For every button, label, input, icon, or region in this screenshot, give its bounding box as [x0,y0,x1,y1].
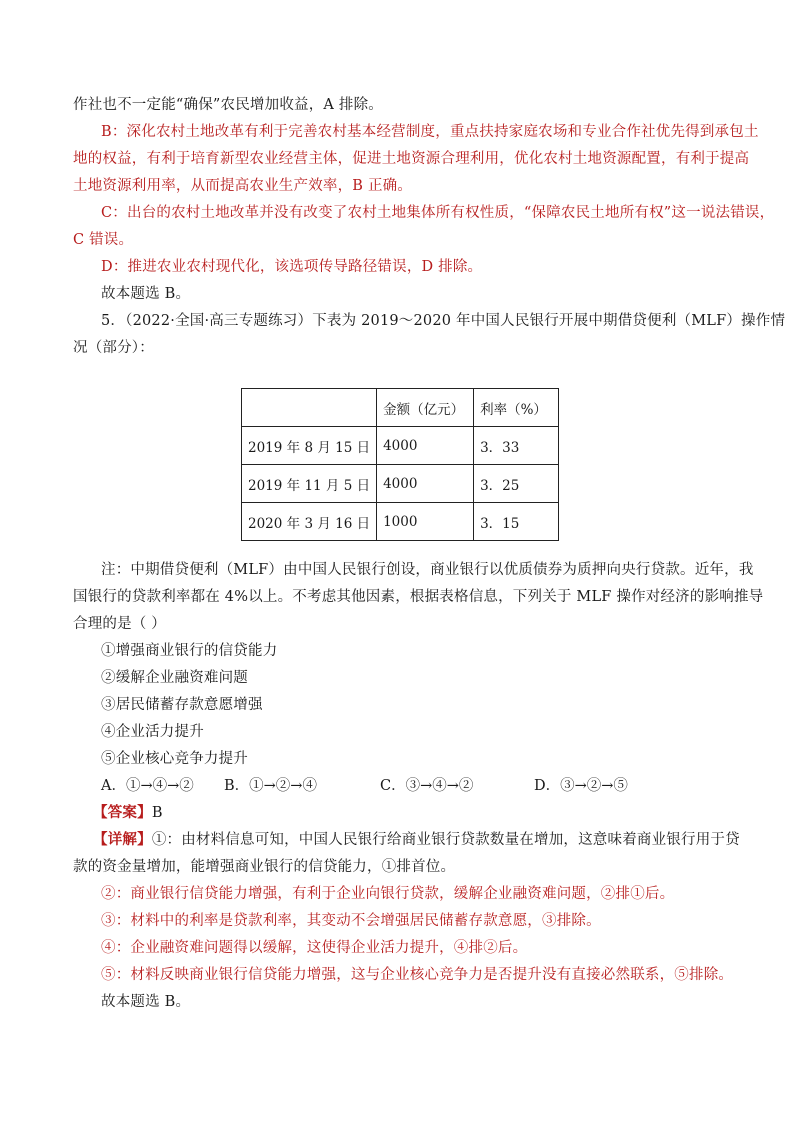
note-text: 合理的是（ ） [73,616,167,632]
list-item: ②缓解企业融资难问题 [101,670,248,686]
table-cell-date: 2020 年 3 月 16 日 [242,503,377,541]
table-cell-rate: 3．25 [474,465,559,503]
option-b-analysis: B：深化农村土地改革有利于完善农村基本经营制度，重点扶持家庭农场和专业合作社优先得到承包土 [101,124,759,140]
text-line: 作社也不一定能“确保”农民增加收益，A 排除。 [73,97,384,113]
note-text: 国银行的贷款利率都在 4%以上。不考虑其他因素，根据表格信息，下列关于 MLF 操作对经济的影响推导 [73,589,764,605]
detail-text: ①：由材料信息可知，中国人民银行给商业银行贷款数量在增加，这意味着商业银行用于贷 [151,832,740,848]
choice-c: C．③→④→② [380,778,474,794]
choice-a: A．①→④→② [101,778,194,794]
text-line: 地的权益，有利于培育新型农业经营主体，促进土地资源合理利用，优化农村土地资源配置，有利于提高 [73,151,750,167]
conclusion: 故本题选 B。 [101,286,191,302]
table-header-cell [242,389,377,427]
detail-tag: 【详解】 [93,831,152,848]
detail-text: ⑤：材料反映商业银行信贷能力增强，这与企业核心竞争力是否提升没有直接必然联系，⑤排除。 [101,967,734,983]
detail-text: 款的资金量增加，能增强商业银行的信贷能力，①排首位。 [73,859,456,875]
answer-line [93,803,163,823]
answer-tag: 【答案】 [93,804,152,821]
option-d-analysis: D：推进农业农村现代化，该选项传导路径错误，D 排除。 [101,259,483,275]
table-cell-date: 2019 年 8 月 15 日 [242,427,377,465]
list-item: ①增强商业银行的信贷能力 [101,643,278,659]
answer-value: B [151,805,163,821]
option-c-analysis: C：出台的农村土地改革并没有改变了农村土地集体所有权性质，“保障农民土地所有权”这一说法错误， [101,205,775,221]
table-cell-amount: 4000 [377,465,474,503]
note-text: 注：中期借贷便利（MLF）由中国人民银行创设，商业银行以优质债券为质押向央行贷款。近年，我 [101,562,754,578]
table-cell-rate: 3．33 [474,427,559,465]
question-stem-cont: 况（部分）： [73,340,154,356]
detail-line [93,830,740,850]
list-item: ④企业活力提升 [101,724,204,740]
list-item: ③居民储蓄存款意愿增强 [101,697,263,713]
table-cell-amount: 4000 [377,427,474,465]
mlf-table [241,388,559,541]
table-header-cell: 金额（亿元） [377,389,474,427]
detail-text: ④：企业融资难问题得以缓解，这使得企业活力提升，④排②后。 [101,940,528,956]
question-stem: 5．（2022·全国·高三专题练习）下表为 2019～2020 年中国人民银行开展中期借贷便利（MLF）操作情 [101,313,786,329]
detail-text: ③：材料中的利率是贷款利率，其变动不会增强居民储蓄存款意愿，③排除。 [101,913,601,929]
detail-text: ②：商业银行信贷能力增强，有利于企业向银行贷款，缓解企业融资难问题，②排①后。 [101,886,675,902]
conclusion: 故本题选 B。 [101,994,191,1010]
text-line: 土地资源利用率，从而提高农业生产效率，B 正确。 [73,178,413,194]
text-line: C 错误。 [73,232,134,248]
table-cell-date: 2019 年 11 月 5 日 [242,465,377,503]
table-header-row [242,389,559,427]
table-cell-rate: 3．15 [474,503,559,541]
table-cell-amount: 1000 [377,503,474,541]
choice-d: D．③→②→⑤ [534,778,628,794]
list-item: ⑤企业核心竞争力提升 [101,751,248,767]
table-row [242,503,559,541]
choice-b: B．①→②→④ [224,778,317,794]
table-row [242,465,559,503]
table-header-cell: 利率（%） [474,389,559,427]
table-row [242,427,559,465]
